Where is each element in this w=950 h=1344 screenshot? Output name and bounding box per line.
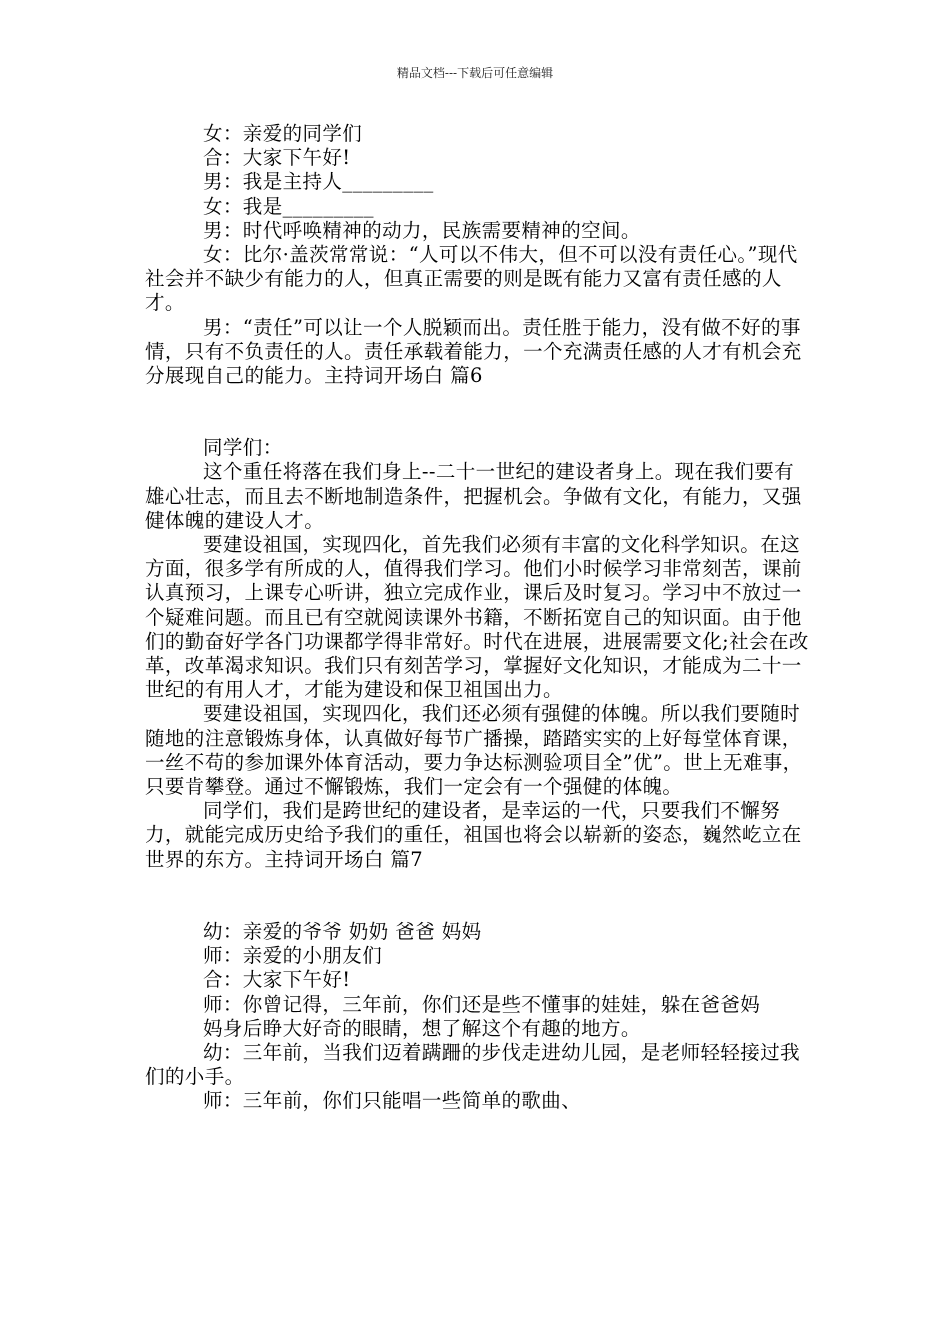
paragraph: 要建设祖国，实现四化，首先我们必须有丰富的文化科学知识。在这方面，很多学有所成的人，值得我们学习。他们小时候学习非常刻苦，课前认真预习，上课专心听讲，独立完成作业，课后及时复习。学习中不放过一个疑难问题。而且已有空就阅读课外书籍，不断拓宽自己的知识面。由于他们的勤奋好学各门功课都学得非常好。时代在进展，进展需要文化;社会在改革，改革渴求知识。我们只有刻苦学习，掌握好文化知识，才能成为二十一世纪的有用人才，才能为建设和保卫祖国出力。 [145,533,809,702]
paragraph: 师：你曾记得，三年前，你们还是些不懂事的娃娃，躲在爸爸妈 [203,992,761,1016]
blank-spacer [145,388,813,436]
paragraph: 幼：亲爱的爷爷 奶奶 爸爸 妈妈 [203,919,482,943]
paragraph: 这个重任将落在我们身上--二十一世纪的建设者身上。现在我们要有雄心壮志，而且去不断地制造条件，把握机会。争做有文化，有能力，又强健体魄的建设人才。 [145,460,802,532]
paragraph: 要建设祖国，实现四化，我们还必须有强健的体魄。所以我们要随时随地的注意锻炼身体，认真做好每节广播操，踏踏实实的上好每堂体育课，一丝不苟的参加课外体育活动，要力争达标测验项目全”优”。世上无难事，只要肯攀登。通过不懈锻炼，我们一定会有一个强健的体魄。 [145,702,803,799]
paragraph: 师：三年前，你们只能唱一些简单的歌曲、 [203,1089,582,1113]
paragraph: 男：我是主持人_________ [203,170,434,194]
paragraph: 男：“责任”可以让一个人脱颖而出。责任胜于能力，没有做不好的事情，只有不负责任的人。责任承载着能力，一个充满责任感的人才有机会充分展现自己的能力。主持词开场白 篇6 [145,315,802,388]
paragraph: 师：亲爱的小朋友们 [203,944,383,968]
document-body [145,122,813,1114]
paragraph: 合：大家下午好! [203,146,351,170]
paragraph: 同学们： [203,436,283,460]
paragraph: 幼：三年前，当我们迈着蹒跚的步伐走进幼儿园，是老师轻轻接过我们的小手。 [145,1040,801,1089]
paragraph: 女：亲爱的同学们 [203,122,363,145]
paragraph: 女：比尔·盖茨常常说：“人可以不伟大，但不可以没有责任心。”现代社会并不缺少有能力的人，但真正需要的则是既有能力又富有责任感的人才。 [145,243,798,315]
blank-spacer [145,872,813,920]
paragraph: 男：时代呼唤精神的动力，民族需要精神的空间。 [203,218,641,242]
paragraph: 女：我是_________ [203,194,374,218]
paragraph: 妈身后睁大好奇的眼睛，想了解这个有趣的地方。 [203,1016,641,1040]
paragraph: 同学们，我们是跨世纪的建设者，是幸运的一代，只要我们不懈努力，就能完成历史给予我们的重任，祖国也将会以崭新的姿态，巍然屹立在世界的东方。主持词开场白 篇7 [145,799,802,871]
paragraph: 合：大家下午好! [203,968,351,992]
page-header: 精品文档---下载后可任意编辑 [396,66,554,80]
